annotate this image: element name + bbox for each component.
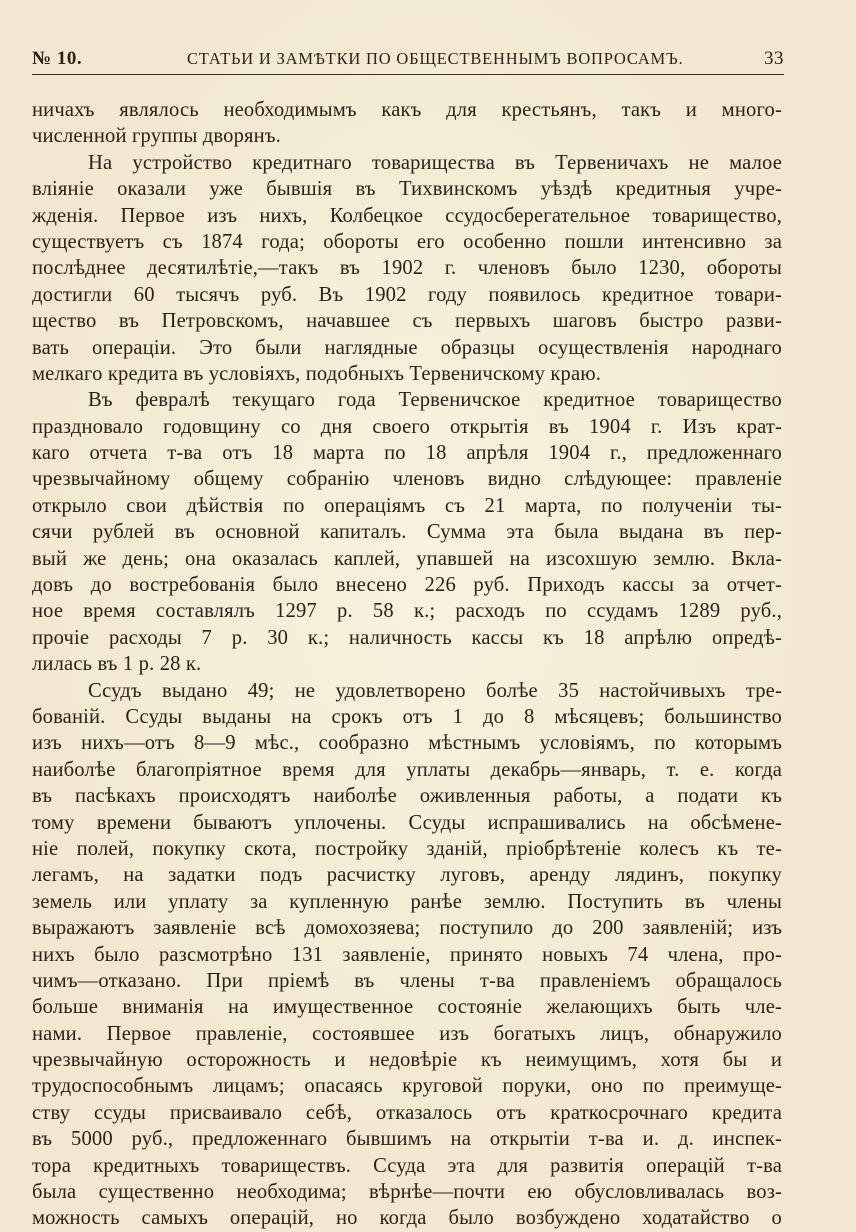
text-line: праздновало годовщину со дня своего открытія въ 1904 г. Изъ крат- — [32, 415, 782, 438]
text-line: выражаютъ заявленіе всѣ домохозяева; поступило до 200 заявленій; изъ — [32, 917, 782, 940]
text-line: ничахъ являлось необходимымъ какъ для крестьянъ, такъ и много- — [32, 99, 782, 121]
text-line: численной группы дворянъ. — [32, 125, 281, 148]
text-line: въ пасѣкахъ происходятъ наиболѣе оживленныя работы, а подати къ — [32, 785, 782, 808]
page-number: 33 — [764, 48, 784, 69]
text-line: изъ нихъ—отъ 8—9 мѣс., сообразно мѣстнымъ условіямъ, по которымъ — [32, 732, 782, 755]
text-line: тора кредитныхъ товариществъ. Ссуда эта для развитія операцій т-ва — [32, 1154, 782, 1177]
text-line: сячи рублей въ основной капиталъ. Сумма эта была выдана въ пер- — [32, 521, 782, 544]
text-line: можность самыхъ операцій, но когда было возбуждено ходатайство о — [32, 1207, 782, 1230]
text-line: трудоспособнымъ лицамъ; опасаясь круговой поруки, оно по преимуще- — [32, 1075, 782, 1098]
text-line: въ 5000 руб., предложеннаго бывшимъ на открытіи т-ва и. д. инспек- — [32, 1128, 782, 1151]
text-line: лилась въ 1 р. 28 к. — [32, 653, 202, 676]
running-header — [32, 42, 784, 75]
text-line: каго отчета т-ва отъ 18 марта по 18 апрѣля 1904 г., предложеннаго — [32, 442, 782, 465]
text-line: ніе полей, покупку скота, постройку зданій, пріобрѣтеніе колесъ къ те- — [32, 837, 782, 860]
text-line: была существенно необходима; вѣрнѣе—почти ею обусловливалась воз- — [32, 1181, 782, 1204]
text-line: прочіе расходы 7 р. 30 к.; наличность кассы къ 18 апрѣлю опредѣ- — [32, 626, 782, 649]
text-line: вать операціи. Это были наглядные образцы осуществленія народнаго — [32, 336, 782, 359]
text-line: щество въ Петровскомъ, начавшее съ первыхъ шаговъ быстро разви- — [32, 310, 782, 333]
issue-number: № 10. — [32, 48, 83, 69]
text-line: На устройство кредитнаго товарищества въ Тервеничахъ не малое — [88, 151, 782, 174]
text-line: Ссудъ выдано 49; не удовлетворено болѣе 35 настойчивыхъ тре- — [88, 679, 782, 702]
text-line: чимъ—отказано. При пріемѣ въ члены т-ва правленіемъ обращалось — [32, 969, 782, 992]
text-line: ству ссуды присваивало себѣ, отказалось отъ краткосрочнаго кредита — [32, 1101, 782, 1124]
text-line: ное время составлялъ 1297 р. 58 к.; расходъ по ссудамъ 1289 руб., — [32, 600, 782, 623]
text-line: бованій. Ссуды выданы на срокъ отъ 1 до 8 мѣсяцевъ; большинство — [32, 705, 782, 728]
article-body — [32, 97, 782, 1232]
text-line: вліяніе оказали уже бывшія въ Тихвинскомъ уѣздѣ кредитныя учре- — [32, 178, 782, 201]
text-line: тому времени бываютъ уплочены. Ссуды испрашивались на обсѣмене- — [32, 811, 782, 834]
text-line: открыло свои дѣйствія по операціямъ съ 21 марта, по полученіи ты- — [32, 494, 782, 517]
text-line: наиболѣе благопріятное время для уплаты декабрь—январь, т. е. когда — [32, 758, 782, 781]
text-line: вый же день; она оказалась каплей, упавшей на изсохшую землю. Вкла- — [32, 547, 782, 570]
text-line: жденія. Первое изъ нихъ, Колбецкое ссудосберегательное товарищество, — [32, 204, 782, 227]
text-line: чрезвычайную осторожность и недовѣріе къ неимущимъ, хотя бы и — [32, 1049, 782, 1072]
text-line: легамъ, на задатки подъ расчистку луговъ, аренду лядинъ, покупку — [32, 864, 782, 887]
section-title: СТАТЬИ И ЗАМѢТКИ ПО ОБЩЕСТВЕННЫМЪ ВОПРОСАМЪ. — [187, 49, 684, 68]
text-line: послѣднее десятилѣтіе,—такъ въ 1902 г. членовъ было 1230, обороты — [32, 257, 782, 280]
text-line: нами. Первое правленіе, состоявшее изъ богатыхъ лицъ, обнаружило — [32, 1022, 782, 1045]
text-line: довъ до востребованія было внесено 226 руб. Приходъ кассы за отчет- — [32, 574, 782, 597]
text-line: Въ февралѣ текущаго года Тервеничское кредитное товарищество — [88, 389, 782, 412]
text-line: больше вниманія на имущественное состояніе желающихъ быть чле- — [32, 996, 782, 1019]
text-line: мелкаго кредита въ условіяхъ, подобныхъ Тервеничскому краю. — [32, 362, 602, 385]
text-line: нихъ было разсмотрѣно 131 заявленіе, принято новыхъ 74 члена, про- — [32, 943, 782, 966]
text-line: земель или уплату за купленную ранѣе землю. Поступить въ члены — [32, 890, 782, 913]
text-line: чрезвычайному общему собранію членовъ видно слѣдующее: правленіе — [32, 468, 782, 491]
text-line: существуетъ съ 1874 года; обороты его особенно пошли интенсивно за — [32, 230, 782, 253]
text-line: достигли 60 тысячъ руб. Въ 1902 году появилось кредитное товари- — [32, 283, 782, 306]
